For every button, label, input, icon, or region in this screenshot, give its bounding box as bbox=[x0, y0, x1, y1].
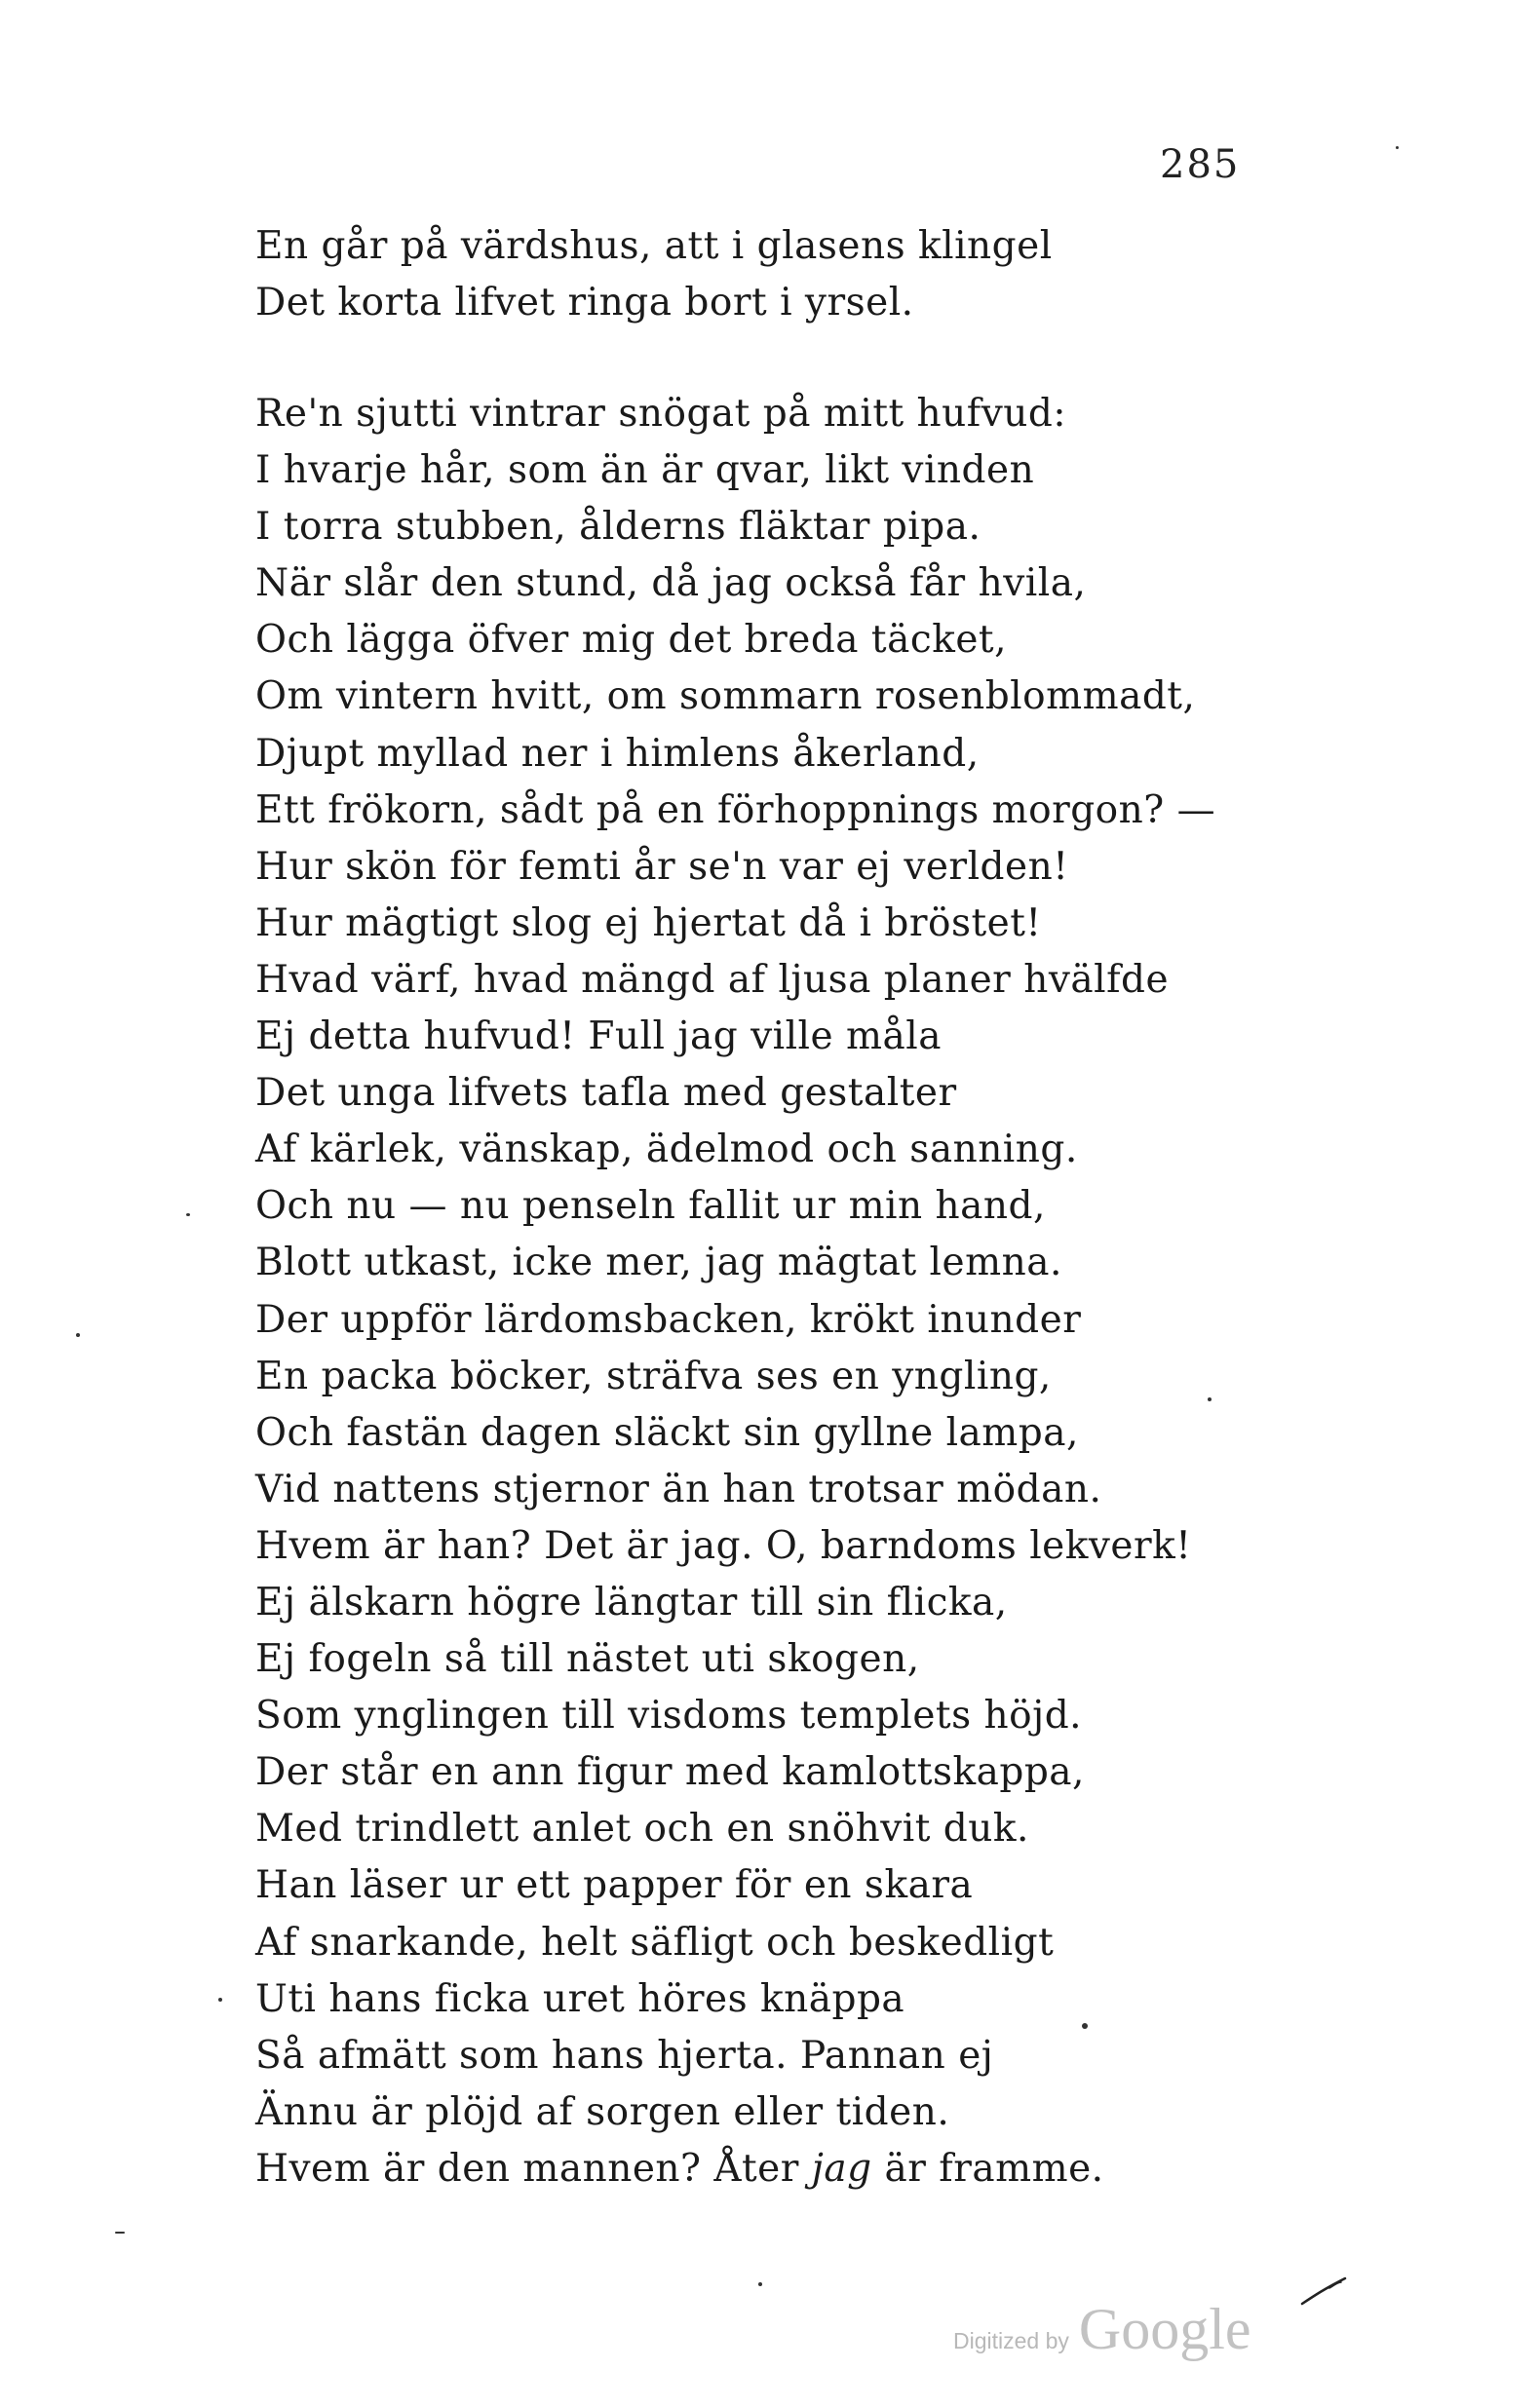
poem-line: Hur mägtigt slog ej hjertat då i bröstet! bbox=[255, 900, 1042, 945]
poem-line: När slår den stund, då jag också får hvila, bbox=[255, 561, 1087, 606]
google-logo: Google bbox=[1078, 2297, 1251, 2361]
poem-line: Ej detta hufvud! Full jag ville måla bbox=[255, 1014, 942, 1059]
stanza-1 bbox=[255, 218, 1053, 331]
poem-line: Det unga lifvets tafla med gestalter bbox=[255, 1071, 957, 1116]
poem-line: Och nu — nu penseln fallit ur min hand, bbox=[255, 1184, 1046, 1229]
scan-speck bbox=[218, 1998, 222, 2002]
poem-line: Af snarkande, helt säfligt och beskedligt bbox=[255, 1920, 1055, 1965]
poem-line: Hvad värf, hvad mängd af ljusa planer hvälfde bbox=[255, 957, 1170, 1002]
poem-line: Som ynglingen till visdoms templets höjd. bbox=[255, 1694, 1083, 1739]
stanza-2 bbox=[255, 386, 1215, 2198]
poem-line: Af kärlek, vänskap, ädelmod och sanning. bbox=[255, 1128, 1078, 1172]
poem-line: I hvarje hår, som än är qvar, likt vinden bbox=[255, 448, 1035, 493]
poem-line: Det korta lifvet ringa bort i yrsel. bbox=[255, 281, 914, 325]
watermark-prefix: Digitized by bbox=[953, 2328, 1069, 2353]
poem-line: Blott utkast, icke mer, jag mägtat lemna. bbox=[255, 1241, 1062, 1285]
scan-speck bbox=[758, 2282, 762, 2286]
poem-line: Och fastän dagen släckt sin gyllne lampa, bbox=[255, 1410, 1079, 1455]
poem-line: Ej älskarn högre längtar till sin flicka, bbox=[255, 1580, 1008, 1624]
poem-line: Vid nattens stjernor än han trotsar mödan. bbox=[255, 1467, 1102, 1511]
poem-line: I torra stubben, ålderns fläktar pipa. bbox=[255, 505, 981, 550]
line-text-after: är framme. bbox=[871, 2146, 1104, 2191]
poem-line: Så afmätt som hans hjerta. Pannan ej bbox=[255, 2033, 994, 2078]
poem-line: Hvem är han? Det är jag. O, barndoms lekverk! bbox=[255, 1523, 1192, 1568]
poem-line: Ej fogeln så till nästet uti skogen, bbox=[255, 1637, 920, 1682]
scan-speck bbox=[1082, 2023, 1088, 2029]
emphasized-word: jag bbox=[811, 2146, 872, 2191]
poem-line: Med trindlett anlet och en snöhvit duk. bbox=[255, 1807, 1029, 1852]
poem-line: Och lägga öfver mig det breda täcket, bbox=[255, 618, 1007, 663]
poem-line: Om vintern hvitt, om sommarn rosenblommadt, bbox=[255, 674, 1196, 719]
poem-line: Ett frökorn, sådt på en förhoppnings morgon? — bbox=[255, 787, 1216, 832]
poem-line: Uti hans ficka uret höres knäppa bbox=[255, 1976, 905, 2021]
poem-line: Der står en ann figur med kamlottskappa, bbox=[255, 1750, 1085, 1795]
poem-line: Ännu är plöjd af sorgen eller tiden. bbox=[255, 2089, 950, 2134]
pen-flourish-icon bbox=[1300, 2274, 1349, 2308]
scan-speck bbox=[1208, 1397, 1212, 1401]
poem-line: Hur skön för femti år se'n var ej verlden! bbox=[255, 844, 1069, 889]
poem-line: En går på värdshus, att i glasens klingel bbox=[255, 224, 1053, 268]
line-text-before: Hvem är den mannen? Åter bbox=[255, 2146, 812, 2191]
page-number: 285 bbox=[1160, 142, 1241, 187]
poem-line: En packa böcker, sträfva ses en yngling, bbox=[255, 1354, 1052, 1398]
poem-line: Der uppför lärdomsbacken, krökt inunder bbox=[255, 1297, 1082, 1342]
poem-line-last bbox=[255, 2141, 1215, 2198]
scan-speck bbox=[76, 1333, 80, 1337]
poem-line: Han läser ur ett papper för en skara bbox=[255, 1863, 974, 1908]
digitized-watermark bbox=[953, 2296, 1251, 2363]
scan-speck bbox=[1396, 146, 1399, 149]
scan-speck bbox=[115, 2232, 125, 2234]
poem-line: Re'n sjutti vintrar snögat på mitt hufvud: bbox=[255, 392, 1066, 436]
poem-line: Djupt myllad ner i himlens åkerland, bbox=[255, 731, 980, 776]
scan-speck bbox=[186, 1213, 190, 1216]
